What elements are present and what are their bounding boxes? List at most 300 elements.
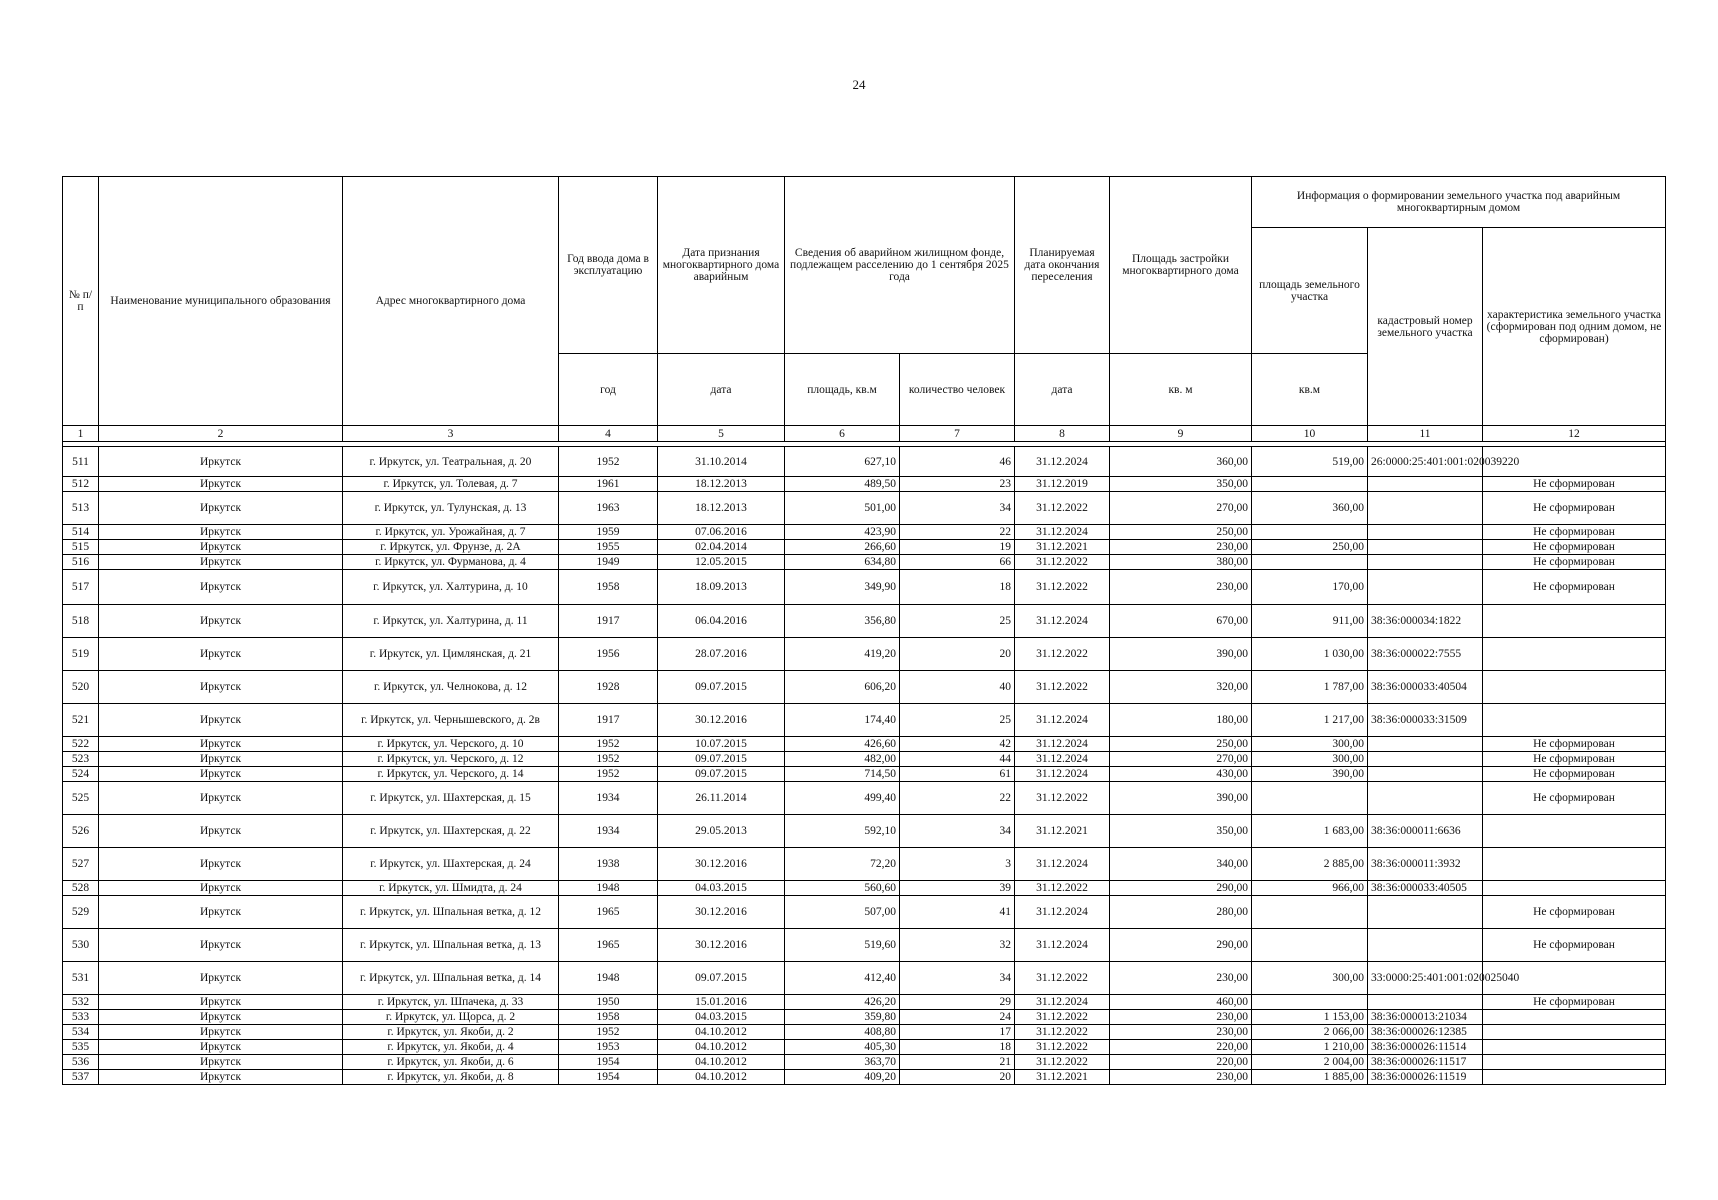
building-area-cell: 230,00 <box>1110 1010 1252 1025</box>
municipality-cell: Иркутск <box>99 525 343 540</box>
column-number: 7 <box>900 426 1015 442</box>
table-row <box>63 447 1666 477</box>
area-cell: 349,90 <box>785 570 900 605</box>
land-status-cell: Не сформирован <box>1483 995 1666 1010</box>
row-number: 522 <box>63 737 99 752</box>
address-cell: г. Иркутск, ул. Шахтерская, д. 15 <box>343 782 559 815</box>
land-area-cell <box>1252 995 1368 1010</box>
building-area-cell: 340,00 <box>1110 848 1252 881</box>
land-area-cell: 300,00 <box>1252 752 1368 767</box>
people-cell: 46 <box>900 447 1015 477</box>
emergency-date-cell: 18.09.2013 <box>658 570 785 605</box>
land-area-cell: 250,00 <box>1252 540 1368 555</box>
year-cell: 1948 <box>559 881 658 896</box>
area-cell: 266,60 <box>785 540 900 555</box>
municipality-cell: Иркутск <box>99 540 343 555</box>
land-area-cell: 966,00 <box>1252 881 1368 896</box>
municipality-cell: Иркутск <box>99 896 343 929</box>
land-area-cell: 1 210,00 <box>1252 1040 1368 1055</box>
emergency-date-cell: 09.07.2015 <box>658 962 785 995</box>
people-cell: 34 <box>900 492 1015 525</box>
emergency-date-cell: 09.07.2015 <box>658 767 785 782</box>
plan-date-cell: 31.12.2022 <box>1015 492 1110 525</box>
emergency-date-cell: 28.07.2016 <box>658 638 785 671</box>
header-address: Адрес многоквартирного дома <box>343 177 559 426</box>
row-number: 535 <box>63 1040 99 1055</box>
municipality-cell: Иркутск <box>99 782 343 815</box>
building-area-cell: 180,00 <box>1110 704 1252 737</box>
municipality-cell: Иркутск <box>99 638 343 671</box>
plan-date-cell: 31.12.2024 <box>1015 605 1110 638</box>
land-status-cell <box>1483 815 1666 848</box>
area-cell: 482,00 <box>785 752 900 767</box>
address-cell: г. Иркутск, ул. Якоби, д. 8 <box>343 1070 559 1085</box>
area-cell: 426,60 <box>785 737 900 752</box>
people-cell: 25 <box>900 704 1015 737</box>
people-cell: 44 <box>900 752 1015 767</box>
area-cell: 501,00 <box>785 492 900 525</box>
emergency-date-cell: 07.06.2016 <box>658 525 785 540</box>
building-area-cell: 350,00 <box>1110 477 1252 492</box>
subheader-date: дата <box>658 354 785 426</box>
row-number: 537 <box>63 1070 99 1085</box>
people-cell: 66 <box>900 555 1015 570</box>
address-cell: г. Иркутск, ул. Шпальная ветка, д. 14 <box>343 962 559 995</box>
area-cell: 174,40 <box>785 704 900 737</box>
area-cell: 363,70 <box>785 1055 900 1070</box>
building-area-cell: 270,00 <box>1110 492 1252 525</box>
building-area-cell: 290,00 <box>1110 881 1252 896</box>
land-status-cell: Не сформирован <box>1483 752 1666 767</box>
emergency-date-cell: 10.07.2015 <box>658 737 785 752</box>
area-cell: 356,80 <box>785 605 900 638</box>
area-cell: 408,80 <box>785 1025 900 1040</box>
plan-date-cell: 31.12.2024 <box>1015 704 1110 737</box>
cadastral-cell <box>1368 896 1483 929</box>
row-number: 531 <box>63 962 99 995</box>
row-number: 512 <box>63 477 99 492</box>
row-number: 530 <box>63 929 99 962</box>
plan-date-cell: 31.12.2022 <box>1015 1010 1110 1025</box>
plan-date-cell: 31.12.2022 <box>1015 1055 1110 1070</box>
land-area-cell: 2 885,00 <box>1252 848 1368 881</box>
plan-date-cell: 31.12.2024 <box>1015 752 1110 767</box>
plan-date-cell: 31.12.2022 <box>1015 570 1110 605</box>
header-land-info: Информация о формировании земельного участка под аварийным многоквартирным домом <box>1252 177 1666 228</box>
plan-date-cell: 31.12.2022 <box>1015 555 1110 570</box>
building-area-cell: 380,00 <box>1110 555 1252 570</box>
column-number: 1 <box>63 426 99 442</box>
table-row <box>63 1055 1666 1070</box>
building-area-cell: 280,00 <box>1110 896 1252 929</box>
emergency-date-cell: 06.04.2016 <box>658 605 785 638</box>
address-cell: г. Иркутск, ул. Шпачека, д. 33 <box>343 995 559 1010</box>
year-cell: 1956 <box>559 638 658 671</box>
address-cell: г. Иркутск, ул. Цимлянская, д. 21 <box>343 638 559 671</box>
column-number: 6 <box>785 426 900 442</box>
year-cell: 1958 <box>559 570 658 605</box>
municipality-cell: Иркутск <box>99 492 343 525</box>
land-status-cell <box>1483 1070 1666 1085</box>
table-row <box>63 540 1666 555</box>
building-area-cell: 250,00 <box>1110 737 1252 752</box>
address-cell: г. Иркутск, ул. Шахтерская, д. 22 <box>343 815 559 848</box>
row-number: 525 <box>63 782 99 815</box>
table-body <box>63 447 1666 1085</box>
year-cell: 1965 <box>559 896 658 929</box>
row-number: 515 <box>63 540 99 555</box>
people-cell: 32 <box>900 929 1015 962</box>
emergency-date-cell: 12.05.2015 <box>658 555 785 570</box>
cadastral-cell: 38:36:000022:7555 <box>1368 638 1483 671</box>
address-cell: г. Иркутск, ул. Фурманова, д. 4 <box>343 555 559 570</box>
subheader-sqm: кв. м <box>1110 354 1252 426</box>
table-row <box>63 962 1666 995</box>
cadastral-cell: 26:0000:25:401:001:020039220 <box>1368 447 1483 477</box>
area-cell: 714,50 <box>785 767 900 782</box>
land-area-cell: 2 066,00 <box>1252 1025 1368 1040</box>
subheader-area: площадь, кв.м <box>785 354 900 426</box>
building-area-cell: 350,00 <box>1110 815 1252 848</box>
emergency-date-cell: 30.12.2016 <box>658 704 785 737</box>
municipality-cell: Иркутск <box>99 570 343 605</box>
column-number: 9 <box>1110 426 1252 442</box>
land-area-cell <box>1252 555 1368 570</box>
land-area-cell <box>1252 525 1368 540</box>
municipality-cell: Иркутск <box>99 881 343 896</box>
row-number: 521 <box>63 704 99 737</box>
header-land-status: характеристика земельного участка (сформирован под одним домом, не сформирован) <box>1483 228 1666 426</box>
address-cell: г. Иркутск, ул. Шмидта, д. 24 <box>343 881 559 896</box>
year-cell: 1963 <box>559 492 658 525</box>
land-status-cell: Не сформирован <box>1483 782 1666 815</box>
municipality-cell: Иркутск <box>99 767 343 782</box>
table-row <box>63 881 1666 896</box>
plan-date-cell: 31.12.2024 <box>1015 737 1110 752</box>
people-cell: 22 <box>900 525 1015 540</box>
plan-date-cell: 31.12.2024 <box>1015 896 1110 929</box>
plan-date-cell: 31.12.2022 <box>1015 962 1110 995</box>
land-status-cell <box>1483 1025 1666 1040</box>
row-number: 513 <box>63 492 99 525</box>
page-number: 24 <box>852 77 866 92</box>
land-area-cell <box>1252 929 1368 962</box>
emergency-date-cell: 30.12.2016 <box>658 848 785 881</box>
cadastral-cell <box>1368 737 1483 752</box>
area-cell: 412,40 <box>785 962 900 995</box>
row-number: 516 <box>63 555 99 570</box>
building-area-cell: 320,00 <box>1110 671 1252 704</box>
area-cell: 592,10 <box>785 815 900 848</box>
municipality-cell: Иркутск <box>99 1010 343 1025</box>
land-status-cell <box>1483 848 1666 881</box>
municipality-cell: Иркутск <box>99 447 343 477</box>
cadastral-cell <box>1368 570 1483 605</box>
address-cell: г. Иркутск, ул. Театральная, д. 20 <box>343 447 559 477</box>
people-cell: 3 <box>900 848 1015 881</box>
land-status-cell <box>1483 1010 1666 1025</box>
cadastral-cell: 38:36:000034:1822 <box>1368 605 1483 638</box>
year-cell: 1955 <box>559 540 658 555</box>
table-row <box>63 737 1666 752</box>
row-number: 533 <box>63 1010 99 1025</box>
table-row <box>63 929 1666 962</box>
header-building-area: Площадь застройки многоквартирного дома <box>1110 177 1252 354</box>
row-number: 527 <box>63 848 99 881</box>
people-cell: 20 <box>900 1070 1015 1085</box>
row-number: 524 <box>63 767 99 782</box>
year-cell: 1958 <box>559 1010 658 1025</box>
building-area-cell: 230,00 <box>1110 1025 1252 1040</box>
land-status-cell <box>1483 881 1666 896</box>
cadastral-cell: 33:0000:25:401:001:020025040 <box>1368 962 1483 995</box>
municipality-cell: Иркутск <box>99 848 343 881</box>
people-cell: 21 <box>900 1055 1015 1070</box>
cadastral-cell <box>1368 540 1483 555</box>
building-area-cell: 230,00 <box>1110 962 1252 995</box>
municipality-cell: Иркутск <box>99 962 343 995</box>
plan-date-cell: 31.12.2024 <box>1015 525 1110 540</box>
emergency-date-cell: 09.07.2015 <box>658 671 785 704</box>
building-area-cell: 220,00 <box>1110 1055 1252 1070</box>
plan-date-cell: 31.12.2019 <box>1015 477 1110 492</box>
area-cell: 606,20 <box>785 671 900 704</box>
land-area-cell: 1 217,00 <box>1252 704 1368 737</box>
year-cell: 1934 <box>559 782 658 815</box>
table-row <box>63 1025 1666 1040</box>
table-row <box>63 525 1666 540</box>
land-status-cell: Не сформирован <box>1483 767 1666 782</box>
column-number: 2 <box>99 426 343 442</box>
plan-date-cell: 31.12.2024 <box>1015 995 1110 1010</box>
address-cell: г. Иркутск, ул. Халтурина, д. 11 <box>343 605 559 638</box>
building-area-cell: 220,00 <box>1110 1040 1252 1055</box>
land-area-cell: 1 787,00 <box>1252 671 1368 704</box>
address-cell: г. Иркутск, ул. Якоби, д. 4 <box>343 1040 559 1055</box>
year-cell: 1953 <box>559 1040 658 1055</box>
land-area-cell: 390,00 <box>1252 767 1368 782</box>
address-cell: г. Иркутск, ул. Челнокова, д. 12 <box>343 671 559 704</box>
table-row <box>63 1070 1666 1085</box>
table-row <box>63 815 1666 848</box>
row-number: 523 <box>63 752 99 767</box>
row-number: 529 <box>63 896 99 929</box>
land-status-cell: Не сформирован <box>1483 525 1666 540</box>
plan-date-cell: 31.12.2024 <box>1015 848 1110 881</box>
column-number: 5 <box>658 426 785 442</box>
land-status-cell <box>1483 1040 1666 1055</box>
building-area-cell: 460,00 <box>1110 995 1252 1010</box>
municipality-cell: Иркутск <box>99 815 343 848</box>
people-cell: 23 <box>900 477 1015 492</box>
year-cell: 1934 <box>559 815 658 848</box>
table-row <box>63 605 1666 638</box>
people-cell: 24 <box>900 1010 1015 1025</box>
land-area-cell: 1 030,00 <box>1252 638 1368 671</box>
cadastral-cell <box>1368 477 1483 492</box>
people-cell: 20 <box>900 638 1015 671</box>
land-area-cell: 300,00 <box>1252 737 1368 752</box>
subheader-people: количество человек <box>900 354 1015 426</box>
table-row <box>63 896 1666 929</box>
land-status-cell <box>1483 638 1666 671</box>
table-row <box>63 767 1666 782</box>
emergency-date-cell: 26.11.2014 <box>658 782 785 815</box>
year-cell: 1949 <box>559 555 658 570</box>
header-municipality: Наименование муниципального образования <box>99 177 343 426</box>
municipality-cell: Иркутск <box>99 1040 343 1055</box>
land-area-cell: 1 153,00 <box>1252 1010 1368 1025</box>
land-area-cell: 360,00 <box>1252 492 1368 525</box>
building-area-cell: 390,00 <box>1110 782 1252 815</box>
area-cell: 489,50 <box>785 477 900 492</box>
area-cell: 627,10 <box>785 447 900 477</box>
area-cell: 499,40 <box>785 782 900 815</box>
subheader-land-sqm: кв.м <box>1252 354 1368 426</box>
header-cadastral-number: кадастровый номер земельного участка <box>1368 228 1483 426</box>
area-cell: 359,80 <box>785 1010 900 1025</box>
year-cell: 1917 <box>559 704 658 737</box>
cadastral-cell <box>1368 767 1483 782</box>
column-number-row <box>63 426 1666 442</box>
year-cell: 1950 <box>559 995 658 1010</box>
area-cell: 634,80 <box>785 555 900 570</box>
table-row <box>63 1040 1666 1055</box>
emergency-date-cell: 29.05.2013 <box>658 815 785 848</box>
address-cell: г. Иркутск, ул. Фрунзе, д. 2А <box>343 540 559 555</box>
plan-date-cell: 31.12.2024 <box>1015 767 1110 782</box>
header-emergency-date: Дата признания многоквартирного дома аварийным <box>658 177 785 354</box>
table-row <box>63 555 1666 570</box>
row-number: 517 <box>63 570 99 605</box>
table-row <box>63 704 1666 737</box>
area-cell: 419,20 <box>785 638 900 671</box>
building-area-cell: 290,00 <box>1110 929 1252 962</box>
subheader-year: год <box>559 354 658 426</box>
row-number: 518 <box>63 605 99 638</box>
address-cell: г. Иркутск, ул. Чернышевского, д. 2в <box>343 704 559 737</box>
table-row <box>63 638 1666 671</box>
cadastral-cell <box>1368 929 1483 962</box>
building-area-cell: 250,00 <box>1110 525 1252 540</box>
land-area-cell <box>1252 782 1368 815</box>
emergency-date-cell: 18.12.2013 <box>658 492 785 525</box>
building-area-cell: 270,00 <box>1110 752 1252 767</box>
municipality-cell: Иркутск <box>99 737 343 752</box>
header-planned-date: Планируемая дата окончания переселения <box>1015 177 1110 354</box>
emergency-date-cell: 15.01.2016 <box>658 995 785 1010</box>
table-row <box>63 1010 1666 1025</box>
people-cell: 34 <box>900 815 1015 848</box>
people-cell: 39 <box>900 881 1015 896</box>
land-area-cell: 519,00 <box>1252 447 1368 477</box>
column-number: 11 <box>1368 426 1483 442</box>
emergency-date-cell: 30.12.2016 <box>658 896 785 929</box>
cadastral-cell: 38:36:000013:21034 <box>1368 1010 1483 1025</box>
plan-date-cell: 31.12.2022 <box>1015 881 1110 896</box>
area-cell: 519,60 <box>785 929 900 962</box>
emergency-date-cell: 30.12.2016 <box>658 929 785 962</box>
table-row <box>63 848 1666 881</box>
area-cell: 72,20 <box>785 848 900 881</box>
table-row <box>63 671 1666 704</box>
building-area-cell: 390,00 <box>1110 638 1252 671</box>
building-area-cell: 230,00 <box>1110 540 1252 555</box>
address-cell: г. Иркутск, ул. Черского, д. 14 <box>343 767 559 782</box>
cadastral-cell: 38:36:000026:11514 <box>1368 1040 1483 1055</box>
emergency-date-cell: 04.10.2012 <box>658 1040 785 1055</box>
plan-date-cell: 31.12.2024 <box>1015 929 1110 962</box>
municipality-cell: Иркутск <box>99 752 343 767</box>
address-cell: г. Иркутск, ул. Щорса, д. 2 <box>343 1010 559 1025</box>
address-cell: г. Иркутск, ул. Толевая, д. 7 <box>343 477 559 492</box>
column-number: 8 <box>1015 426 1110 442</box>
municipality-cell: Иркутск <box>99 1070 343 1085</box>
land-area-cell: 1 683,00 <box>1252 815 1368 848</box>
emergency-date-cell: 04.03.2015 <box>658 1010 785 1025</box>
plan-date-cell: 31.12.2022 <box>1015 1040 1110 1055</box>
address-cell: г. Иркутск, ул. Якоби, д. 2 <box>343 1025 559 1040</box>
municipality-cell: Иркутск <box>99 605 343 638</box>
plan-date-cell: 31.12.2024 <box>1015 447 1110 477</box>
land-status-cell: Не сформирован <box>1483 737 1666 752</box>
year-cell: 1952 <box>559 447 658 477</box>
people-cell: 17 <box>900 1025 1015 1040</box>
land-status-cell: Не сформирован <box>1483 896 1666 929</box>
area-cell: 426,20 <box>785 995 900 1010</box>
year-cell: 1959 <box>559 525 658 540</box>
emergency-date-cell: 04.03.2015 <box>658 881 785 896</box>
land-status-cell <box>1483 671 1666 704</box>
table-row <box>63 477 1666 492</box>
year-cell: 1938 <box>559 848 658 881</box>
emergency-date-cell: 18.12.2013 <box>658 477 785 492</box>
year-cell: 1952 <box>559 767 658 782</box>
plan-date-cell: 31.12.2022 <box>1015 1025 1110 1040</box>
row-number: 520 <box>63 671 99 704</box>
land-area-cell: 1 885,00 <box>1252 1070 1368 1085</box>
cadastral-cell <box>1368 492 1483 525</box>
year-cell: 1917 <box>559 605 658 638</box>
land-area-cell: 2 004,00 <box>1252 1055 1368 1070</box>
year-cell: 1952 <box>559 1025 658 1040</box>
people-cell: 18 <box>900 570 1015 605</box>
cadastral-cell <box>1368 752 1483 767</box>
year-cell: 1928 <box>559 671 658 704</box>
plan-date-cell: 31.12.2022 <box>1015 782 1110 815</box>
people-cell: 29 <box>900 995 1015 1010</box>
land-status-cell <box>1483 1055 1666 1070</box>
land-area-cell <box>1252 477 1368 492</box>
address-cell: г. Иркутск, ул. Урожайная, д. 7 <box>343 525 559 540</box>
year-cell: 1954 <box>559 1070 658 1085</box>
emergency-date-cell: 04.10.2012 <box>658 1070 785 1085</box>
address-cell: г. Иркутск, ул. Шпальная ветка, д. 12 <box>343 896 559 929</box>
cadastral-cell: 38:36:000026:12385 <box>1368 1025 1483 1040</box>
table-row <box>63 782 1666 815</box>
municipality-cell: Иркутск <box>99 1025 343 1040</box>
table-row <box>63 995 1666 1010</box>
row-number: 534 <box>63 1025 99 1040</box>
municipality-cell: Иркутск <box>99 995 343 1010</box>
land-status-cell: Не сформирован <box>1483 492 1666 525</box>
address-cell: г. Иркутск, ул. Шпальная ветка, д. 13 <box>343 929 559 962</box>
column-number: 3 <box>343 426 559 442</box>
municipality-cell: Иркутск <box>99 704 343 737</box>
people-cell: 41 <box>900 896 1015 929</box>
row-number: 536 <box>63 1055 99 1070</box>
municipality-cell: Иркутск <box>99 555 343 570</box>
